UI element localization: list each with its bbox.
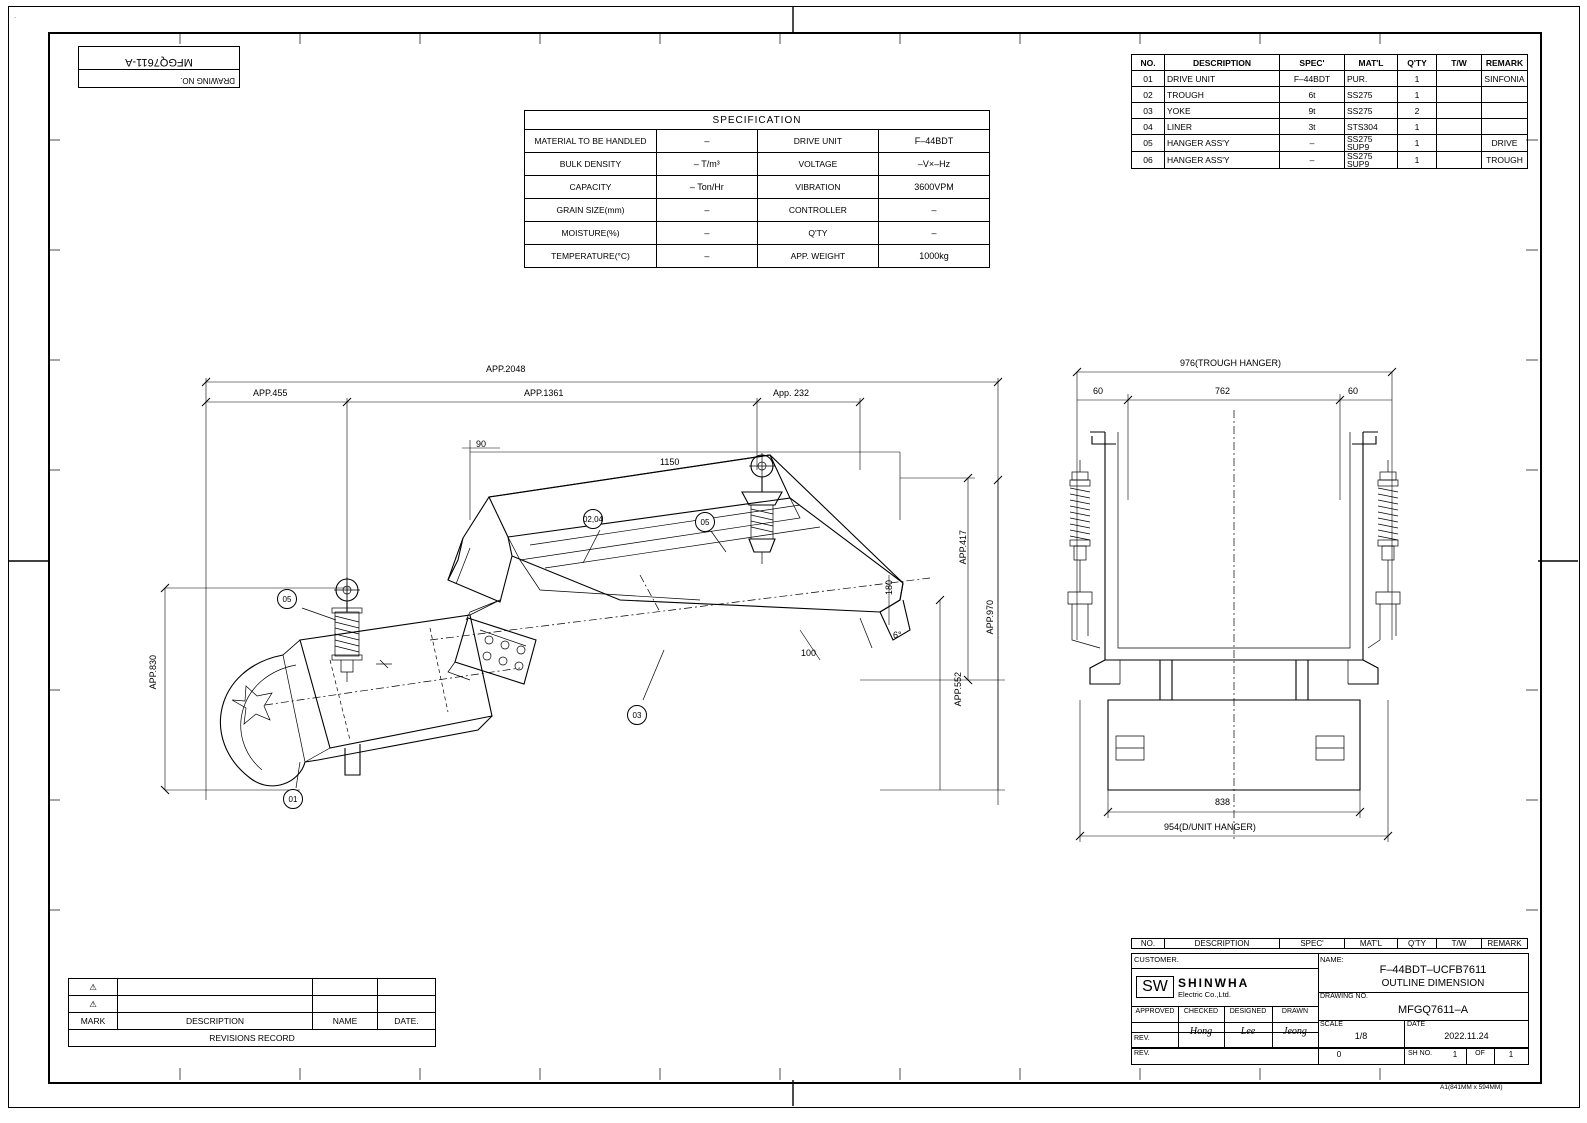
spec-value: F–44BDT xyxy=(879,130,990,153)
date-label: DATE xyxy=(1407,1021,1426,1028)
scale-label: SCALE xyxy=(1320,1021,1343,1028)
bom-header: NO. xyxy=(1132,55,1165,71)
rev-cell xyxy=(378,996,436,1013)
tb-drawing-no-value: MFGQ7611–A xyxy=(1397,1004,1469,1016)
bom-header: DESCRIPTION xyxy=(1165,55,1280,71)
approved-signature: Hong xyxy=(1189,1026,1213,1037)
bom-cell: SS275 xyxy=(1345,103,1398,119)
bom-cell: TROUGH xyxy=(1482,152,1528,169)
title-block xyxy=(1131,938,1528,1059)
specification-title: SPECIFICATION xyxy=(525,111,990,130)
spec-label: GRAIN SIZE(mm) xyxy=(525,199,657,222)
spec-value: – xyxy=(657,245,758,268)
company-name: SHINWHA xyxy=(1178,976,1250,990)
warning-icon: ⚠ xyxy=(69,996,118,1013)
bom-cell: HANGER ASS'Y xyxy=(1165,135,1280,152)
dim-app-417: APP.417 xyxy=(958,530,968,565)
spec-value: – xyxy=(879,199,990,222)
name-label: NAME: xyxy=(1320,955,1344,964)
bom-cell: – xyxy=(1280,135,1345,152)
dim-1150: 1150 xyxy=(660,457,680,467)
dim-60-left: 60 xyxy=(1093,386,1104,396)
bom-cell: 04 xyxy=(1132,119,1165,135)
bom-cell: 1 xyxy=(1398,71,1437,87)
spec-value: –V×–Hz xyxy=(879,153,990,176)
checked-signature: Lee xyxy=(1240,1026,1256,1037)
spec-label: BULK DENSITY xyxy=(525,153,657,176)
tb-header: Q'TY xyxy=(1398,939,1437,949)
bom-header: T/W xyxy=(1437,55,1482,71)
rev-header: DESCRIPTION xyxy=(118,1013,313,1030)
rev-header: DATE. xyxy=(378,1013,436,1030)
bom-cell: SS275 xyxy=(1345,87,1398,103)
designed-signature: Jeong xyxy=(1283,1026,1307,1037)
rev-label-2: REV. xyxy=(1134,1050,1150,1057)
approved-label: APPROVED xyxy=(1135,1008,1175,1015)
rev-label: REV. xyxy=(1134,1035,1150,1042)
bom-cell: PUR. xyxy=(1345,71,1398,87)
designed-label: DESIGNED xyxy=(1229,1008,1267,1015)
bom-cell: 3t xyxy=(1280,119,1345,135)
table-row xyxy=(69,996,436,1013)
revisions-title-row xyxy=(69,1030,436,1047)
rev-value: 0 xyxy=(1336,1050,1342,1059)
bom-cell: STS304 xyxy=(1345,119,1398,135)
rev-cell xyxy=(378,979,436,996)
bom-cell: 1 xyxy=(1398,87,1437,103)
spec-label: DRIVE UNIT xyxy=(757,130,878,153)
table-row xyxy=(69,979,436,996)
spec-label: VOLTAGE xyxy=(757,153,878,176)
bom-cell: HANGER ASS'Y xyxy=(1165,152,1280,169)
bom-cell: 1 xyxy=(1398,135,1437,152)
bom-cell: 03 xyxy=(1132,103,1165,119)
rev-cell xyxy=(313,979,378,996)
dim-app-970: APP.970 xyxy=(985,600,995,635)
date-value: 2022.11.24 xyxy=(1444,1031,1489,1041)
sheet-size-note: A1(841MM x 594MM) xyxy=(1440,1084,1503,1091)
spec-label: CAPACITY xyxy=(525,176,657,199)
bom-cell: 2 xyxy=(1398,103,1437,119)
bom-cell: DRIVE xyxy=(1482,135,1528,152)
rev-cell xyxy=(118,979,313,996)
dim-6deg: 6° xyxy=(893,630,902,640)
balloon-02-04: 02,04 xyxy=(583,509,603,529)
balloon-03: 03 xyxy=(627,705,647,725)
bom-cell: 02 xyxy=(1132,87,1165,103)
drawing-no-value: MFGQ7611-A xyxy=(125,56,193,68)
spec-value: – xyxy=(657,130,758,153)
bom-cell: 01 xyxy=(1132,71,1165,87)
tb-header: DESCRIPTION xyxy=(1165,939,1280,949)
spec-value: 1000kg xyxy=(879,245,990,268)
bom-cell: TROUGH xyxy=(1165,87,1280,103)
of-value: 1 xyxy=(1508,1050,1514,1059)
company-logo: SW xyxy=(1136,976,1174,998)
dim-app-1361: APP.1361 xyxy=(524,388,564,398)
bom-cell: LINER xyxy=(1165,119,1280,135)
drawing-title-1: F–44BDT–UCFB7611 xyxy=(1379,964,1487,976)
dim-762: 762 xyxy=(1215,386,1231,396)
spec-label: Q'TY xyxy=(757,222,878,245)
drawn-label: DRAWN xyxy=(1281,1008,1309,1015)
spec-value: 3600VPM xyxy=(879,176,990,199)
tb-header: MAT'L xyxy=(1345,939,1398,949)
rev-cell xyxy=(118,996,313,1013)
dim-976-trough-hanger: 976(TROUGH HANGER) xyxy=(1180,358,1282,368)
spec-value: – T/m³ xyxy=(657,153,758,176)
spec-value: – xyxy=(879,222,990,245)
of-label: OF xyxy=(1475,1050,1485,1057)
dim-180: 180 xyxy=(884,580,894,596)
spec-value: – Ton/Hr xyxy=(657,176,758,199)
drawing-no-label: DRAWING NO. xyxy=(180,76,235,85)
bom-cell: F–44BDT xyxy=(1280,71,1345,87)
dim-app-552: APP.552 xyxy=(953,672,963,707)
tb-header: SPEC' xyxy=(1280,939,1345,949)
bom-cell: 1 xyxy=(1398,119,1437,135)
tb-header: NO. xyxy=(1132,939,1165,949)
rev-header: MARK xyxy=(69,1013,118,1030)
dim-app-830: APP.830 xyxy=(148,655,158,690)
dim-app-2048: APP.2048 xyxy=(486,364,526,374)
balloon-05-drive: 05 xyxy=(277,589,297,609)
rev-header: NAME xyxy=(313,1013,378,1030)
sheet-label: SH NO. xyxy=(1408,1050,1433,1057)
dim-60-right: 60 xyxy=(1348,386,1359,396)
balloon-05-trough: 05 xyxy=(695,512,715,532)
bom-cell: SS275 SUP9 xyxy=(1345,135,1398,152)
bom-cell: 1 xyxy=(1398,152,1437,169)
revisions-title: REVISIONS RECORD xyxy=(69,1030,436,1047)
sheet-value: 1 xyxy=(1452,1050,1458,1059)
bom-header: REMARK xyxy=(1482,55,1528,71)
tb-header: T/W xyxy=(1437,939,1482,949)
rev-cell xyxy=(313,996,378,1013)
spec-label: MOISTURE(%) xyxy=(525,222,657,245)
bom-header: Q'TY xyxy=(1398,55,1437,71)
corner-dot: · xyxy=(14,14,17,21)
revisions-table xyxy=(68,978,436,1047)
balloon-01: 01 xyxy=(283,789,303,809)
dim-100: 100 xyxy=(801,648,817,658)
bom-header: MAT'L xyxy=(1345,55,1398,71)
scale-value: 1/8 xyxy=(1354,1031,1368,1041)
spec-value: – xyxy=(657,199,758,222)
spec-label: MATERIAL TO BE HANDLED xyxy=(525,130,657,153)
bom-cell: – xyxy=(1280,152,1345,169)
tb-drawing-no-label: DRAWING NO. xyxy=(1320,993,1368,1000)
tb-header: REMARK xyxy=(1482,939,1528,949)
dim-838: 838 xyxy=(1215,797,1231,807)
warning-icon: ⚠ xyxy=(69,979,118,996)
spec-label: CONTROLLER xyxy=(757,199,878,222)
dim-90: 90 xyxy=(476,439,487,449)
dim-app-232: App. 232 xyxy=(773,388,810,398)
spec-label: TEMPERATURE(°C) xyxy=(525,245,657,268)
bom-cell: 6t xyxy=(1280,87,1345,103)
bom-header: SPEC' xyxy=(1280,55,1345,71)
spec-value: – xyxy=(657,222,758,245)
spec-label: APP. WEIGHT xyxy=(757,245,878,268)
revisions-header-row xyxy=(69,1013,436,1030)
spec-label: VIBRATION xyxy=(757,176,878,199)
bom-cell: 06 xyxy=(1132,152,1165,169)
title-block-header-table xyxy=(1131,938,1528,949)
customer-label: CUSTOMER. xyxy=(1134,955,1179,964)
bom-cell: SS275 SUP9 xyxy=(1345,152,1398,169)
checked-label: CHECKED xyxy=(1183,1008,1219,1015)
dim-954-dunit-hanger: 954(D/UNIT HANGER) xyxy=(1164,822,1256,832)
bom-cell: SINFONIA xyxy=(1482,71,1528,87)
bom-cell: YOKE xyxy=(1165,103,1280,119)
bom-cell: 05 xyxy=(1132,135,1165,152)
dim-app-455: APP.455 xyxy=(253,388,288,398)
company-sub: Electric Co.,Ltd. xyxy=(1178,990,1231,999)
drawing-title-2: OUTLINE DIMENSION xyxy=(1381,978,1485,989)
bom-cell: 9t xyxy=(1280,103,1345,119)
bom-cell: DRIVE UNIT xyxy=(1165,71,1280,87)
